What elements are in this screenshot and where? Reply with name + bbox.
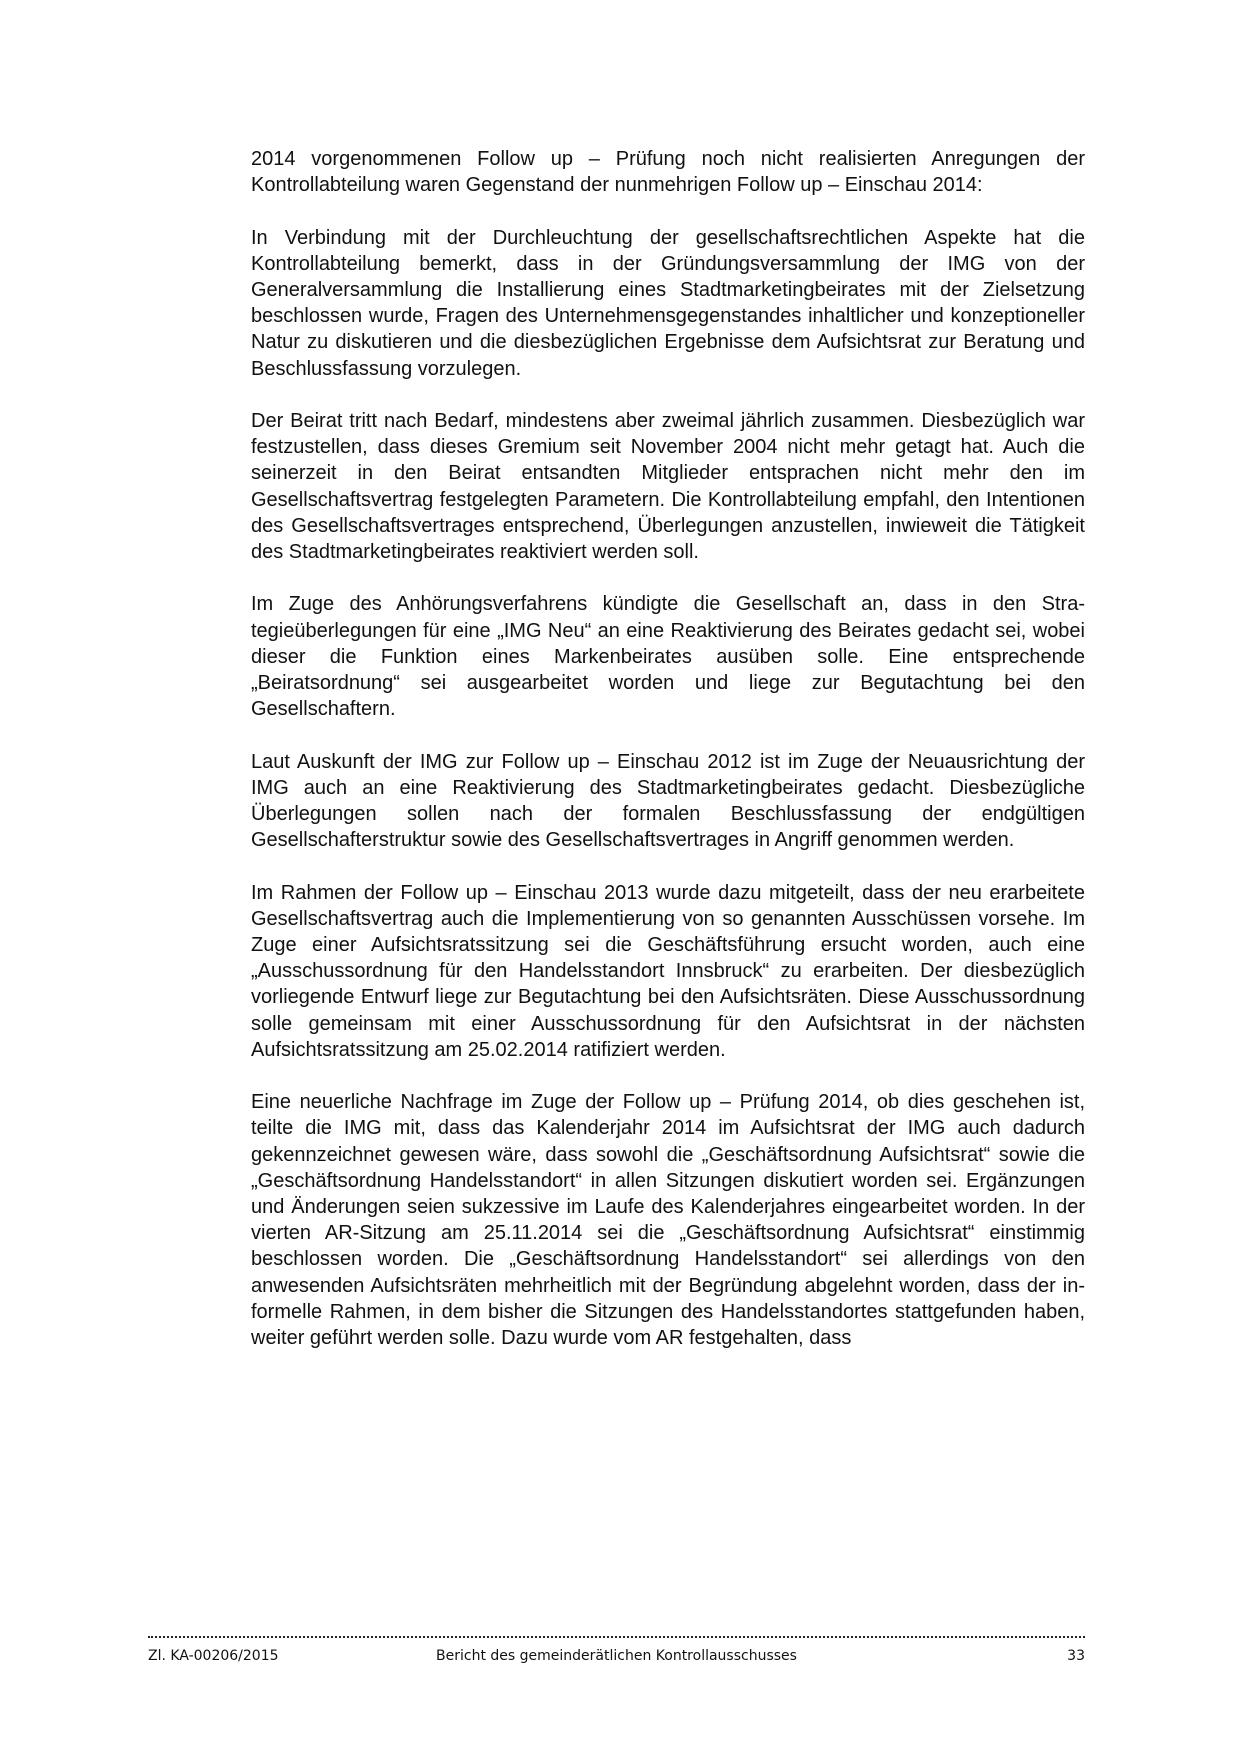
report-body (251, 146, 1085, 1351)
page-number: 33 (1067, 1648, 1085, 1664)
paragraph-follow-up-intro: 2014 vorgenommenen Follow up – Prüfung noch nicht realisierten Anregungen der Kontrollabteilung waren Gegenstand der nunmehrigen Follow up – Einschau 2014: (251, 148, 1085, 197)
paragraph-einschau-2012: Laut Auskunft der IMG zur Follow up – Einschau 2012 ist im Zuge der Neuausrichtung der IMG auch an eine Reaktivierung des Stadtmarketingbeirates gedacht. Diesbezügliche Überlegungen sollen nach der formalen Beschlussfassung der endgültigen Gesellschafterstruktur sowie des Gesellschaftsvertrages in Angriff genommen werden. (251, 750, 1085, 852)
paragraph-pruefung-2014: Eine neuerliche Nachfrage im Zuge der Follow up – Prüfung 2014, ob dies geschehen ist, teilte die IMG mit, dass das Kalenderjahr 2014 im Aufsichtsrat der IMG auch dadurch gekennzeichnet gewesen wäre, dass sowohl die „Geschäftsordnung Aufsichtsrat“ sowie die „Geschäftsordnung Handelsstandort“ in allen Sitzungen diskutiert worden sei. Ergänzungen und Änderungen seien sukzessive im Laufe des Kalenderjahres eingearbeitet worden. In der vierten AR-Sitzung am 25.11.2014 sei die „Geschäftsordnung Aufsichtsrat“ einstimmig beschlossen worden. Die „Geschäftsordnung Handelsstandort“ sei allerdings von den anwesenden Aufsichtsräten mehrheitlich mit der Begründung abgelehnt worden, dass der informelle Rahmen, in dem bisher die Sitzungen des Handelsstandortes stattgefunden haben, weiter geführt werden solle. Dazu wurde vom AR festgehalten, dass (251, 1091, 1085, 1350)
paragraph-stadtmarketingbeirat: In Verbindung mit der Durchleuchtung der gesellschaftsrechtlichen Aspekte hat die Kontrollabteilung bemerkt, dass in der Gründungsversammlung der IMG von der Generalversammlung die Installierung eines Stadtmarketingbeirates mit der Zielsetzung beschlossen wurde, Fragen des Unternehmensgegenstandes inhaltlicher und konzeptioneller Natur zu diskutieren und die diesbezüglichen Ergebnisse dem Aufsichtsrat zur Beratung und Beschlussfassung vorzulegen. (251, 226, 1085, 380)
paragraph-einschau-2013: Im Rahmen der Follow up – Einschau 2013 wurde dazu mitgeteilt, dass der neu erarbeitete Gesellschaftsvertrag auch die Implementierung von so genannten Ausschüssen vorsehe. Im Zuge einer Aufsichtsratssitzung sei die Geschäftsführung ersucht worden, auch eine „Ausschussordnung für den Handelsstandort Innsbruck“ zu erarbeiten. Der diesbezüglich vorliegende Entwurf liege zur Begutachtung bei den Aufsichtsräten. Diese Ausschussordnung solle gemeinsam mit einer Ausschussordnung für den Aufsichtsrat in der nächsten Aufsichtsratssitzung am 25.02.2014 ratifiziert werden. (251, 881, 1085, 1061)
footer-reference: Zl. KA-00206/2015 (148, 1648, 279, 1664)
footer-row (148, 1648, 1085, 1670)
paragraph-anhoerungsverfahren: Im Zuge des Anhörungsverfahrens kündigte die Gesellschaft an, dass in den Strategieüberlegungen für eine „IMG Neu“ an eine Reaktivierung des Beirates gedacht sei, wobei dieser die Funktion eines Markenbeirates ausüben solle. Eine entsprechende „Beiratsordnung“ sei ausgearbeitet worden und liege zur Begutachtung bei den Gesellschaftern. (251, 593, 1085, 721)
paragraph-beirat-recommendation: Der Beirat tritt nach Bedarf, mindestens aber zweimal jährlich zusammen. Diesbezüglich war festzustellen, dass dieses Gremium seit November 2004 nicht mehr getagt hat. Auch die seinerzeit in den Beirat entsandten Mitglieder entsprachen nicht mehr den im Gesellschaftsvertrag festgelegten Parametern. Die Kontrollabteilung empfahl, den Intentionen des Gesellschaftsvertrages entsprechend, Überlegungen anzustellen, inwieweit die Tätigkeit des Stadtmarketingbeirates reaktiviert werden soll. (251, 410, 1085, 564)
footer-report-title: Bericht des gemeinderätlichen Kontrollausschusses (436, 1648, 797, 1664)
footer-divider (148, 1636, 1085, 1638)
page-footer (148, 1636, 1085, 1670)
